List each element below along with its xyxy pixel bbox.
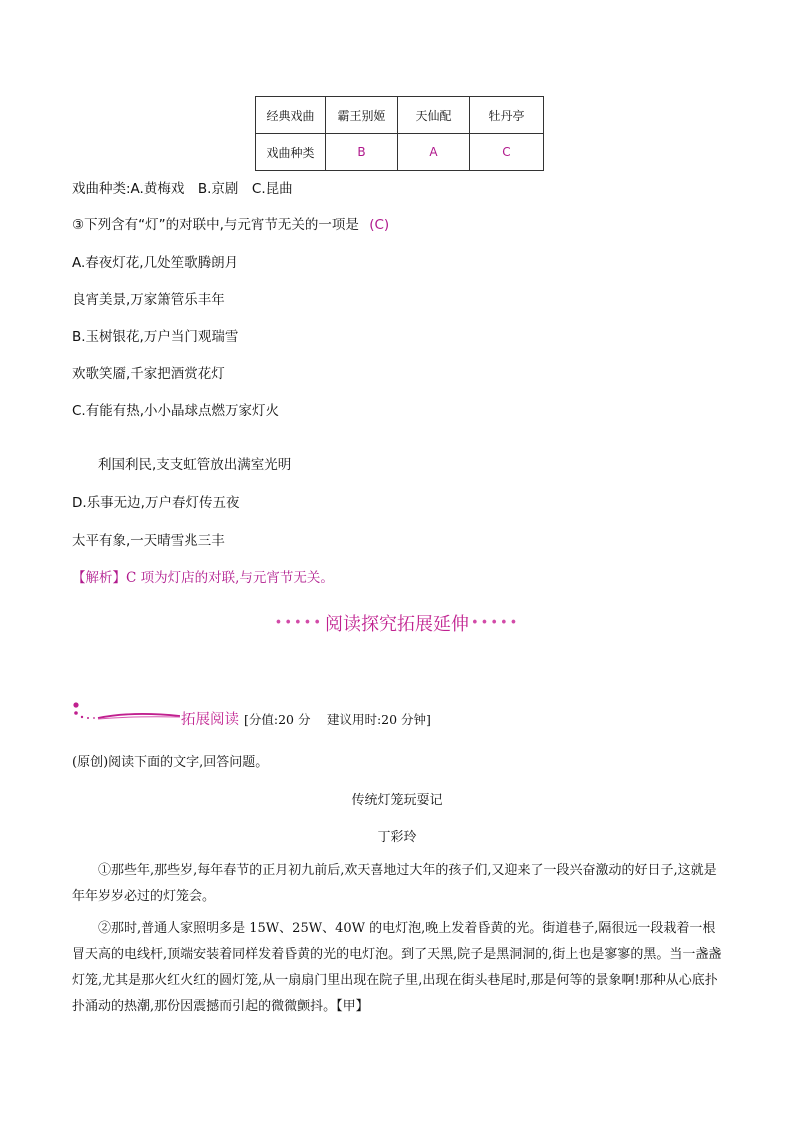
reading-paragraph-2: ②那时,普通人家照明多是 15W、25W、40W 的电灯泡,晚上发着昏黄的光。街道巷子,隔很远一段栽着一根冒天高的电线杆,顶端安装着同样发着昏黄的光的电灯泡。到了天黑,院子是黑洞洞的,街上也是寥寥的黑。当一盏盏灯笼,尤其是那火红火红的圆灯笼,从一扇扇门里出现在院子里,出现在街头巷尾时,那是何等的景象啊!那种从心底扑扑涌动的热潮,那份因震撼而引起的微微颤抖。【甲】 xyxy=(72,921,722,1014)
question-3-answer: (C) xyxy=(369,217,390,233)
opera-table xyxy=(255,96,544,171)
option-d-line-1: D.乐事无边,万户春灯传五夜 xyxy=(72,495,240,511)
table-cell: 戏曲种类 xyxy=(256,134,326,171)
option-b-line-2: 欢歌笑靥,千家把酒赏花灯 xyxy=(72,366,225,382)
reading-title: 传统灯笼玩耍记 xyxy=(351,793,443,808)
banner-right-dots: ••••• xyxy=(471,615,520,631)
question-3 xyxy=(72,213,389,233)
reading-intro: (原创)阅读下面的文字,回答问题。 xyxy=(72,755,269,770)
reading-paragraph-1: ①那些年,那些岁,每年春节的正月初九前后,欢天喜地过大年的孩子们,又迎来了一段兴奋激动的好日子,这就是年年岁岁必过的灯笼会。 xyxy=(72,863,717,904)
analysis-tag: 【解析】 xyxy=(72,570,126,586)
option-c-line-1: C.有能有热,小小晶球点燃万家灯火 xyxy=(72,403,280,419)
option-a-line-2: 良宵美景,万家箫管乐丰年 xyxy=(72,292,225,308)
option-c-line-2: 利国利民,支支虹管放出满室光明 xyxy=(98,457,292,473)
table-cell: 牡丹亭 xyxy=(470,97,544,134)
section-banner xyxy=(0,610,794,636)
option-d-line-2: 太平有象,一天晴雪兆三丰 xyxy=(72,533,225,549)
option-b-line-1: B.玉树银花,万户当门观瑞雪 xyxy=(72,329,239,345)
table-header-row xyxy=(256,97,544,134)
opera-types-line: 戏曲种类:A.黄梅戏 B.京剧 C.昆曲 xyxy=(72,181,293,197)
table-cell: 天仙配 xyxy=(398,97,470,134)
analysis xyxy=(72,566,334,586)
table-answer-cell: B xyxy=(326,134,398,171)
expand-reading-title: 拓展阅读 xyxy=(181,712,239,728)
expand-decoration-icon xyxy=(72,700,180,726)
analysis-text: C 项为灯店的对联,与元宵节无关。 xyxy=(126,570,334,586)
banner-left-dots: ••••• xyxy=(274,615,323,631)
table-cell: 霸王别姬 xyxy=(326,97,398,134)
table-answer-cell: C xyxy=(470,134,544,171)
expand-reading-meta: [分值:20 分 建议用时:20 分钟] xyxy=(244,712,431,727)
reading-author: 丁彩玲 xyxy=(377,830,417,845)
question-3-text: ③下列含有“灯”的对联中,与元宵节无关的一项是 xyxy=(72,217,359,233)
section-title: 阅读探究拓展延伸 xyxy=(325,614,469,635)
table-row xyxy=(256,134,544,171)
table-cell: 经典戏曲 xyxy=(256,97,326,134)
table-answer-cell: A xyxy=(398,134,470,171)
option-a-line-1: A.春夜灯花,几处笙歌腾朗月 xyxy=(72,255,239,271)
